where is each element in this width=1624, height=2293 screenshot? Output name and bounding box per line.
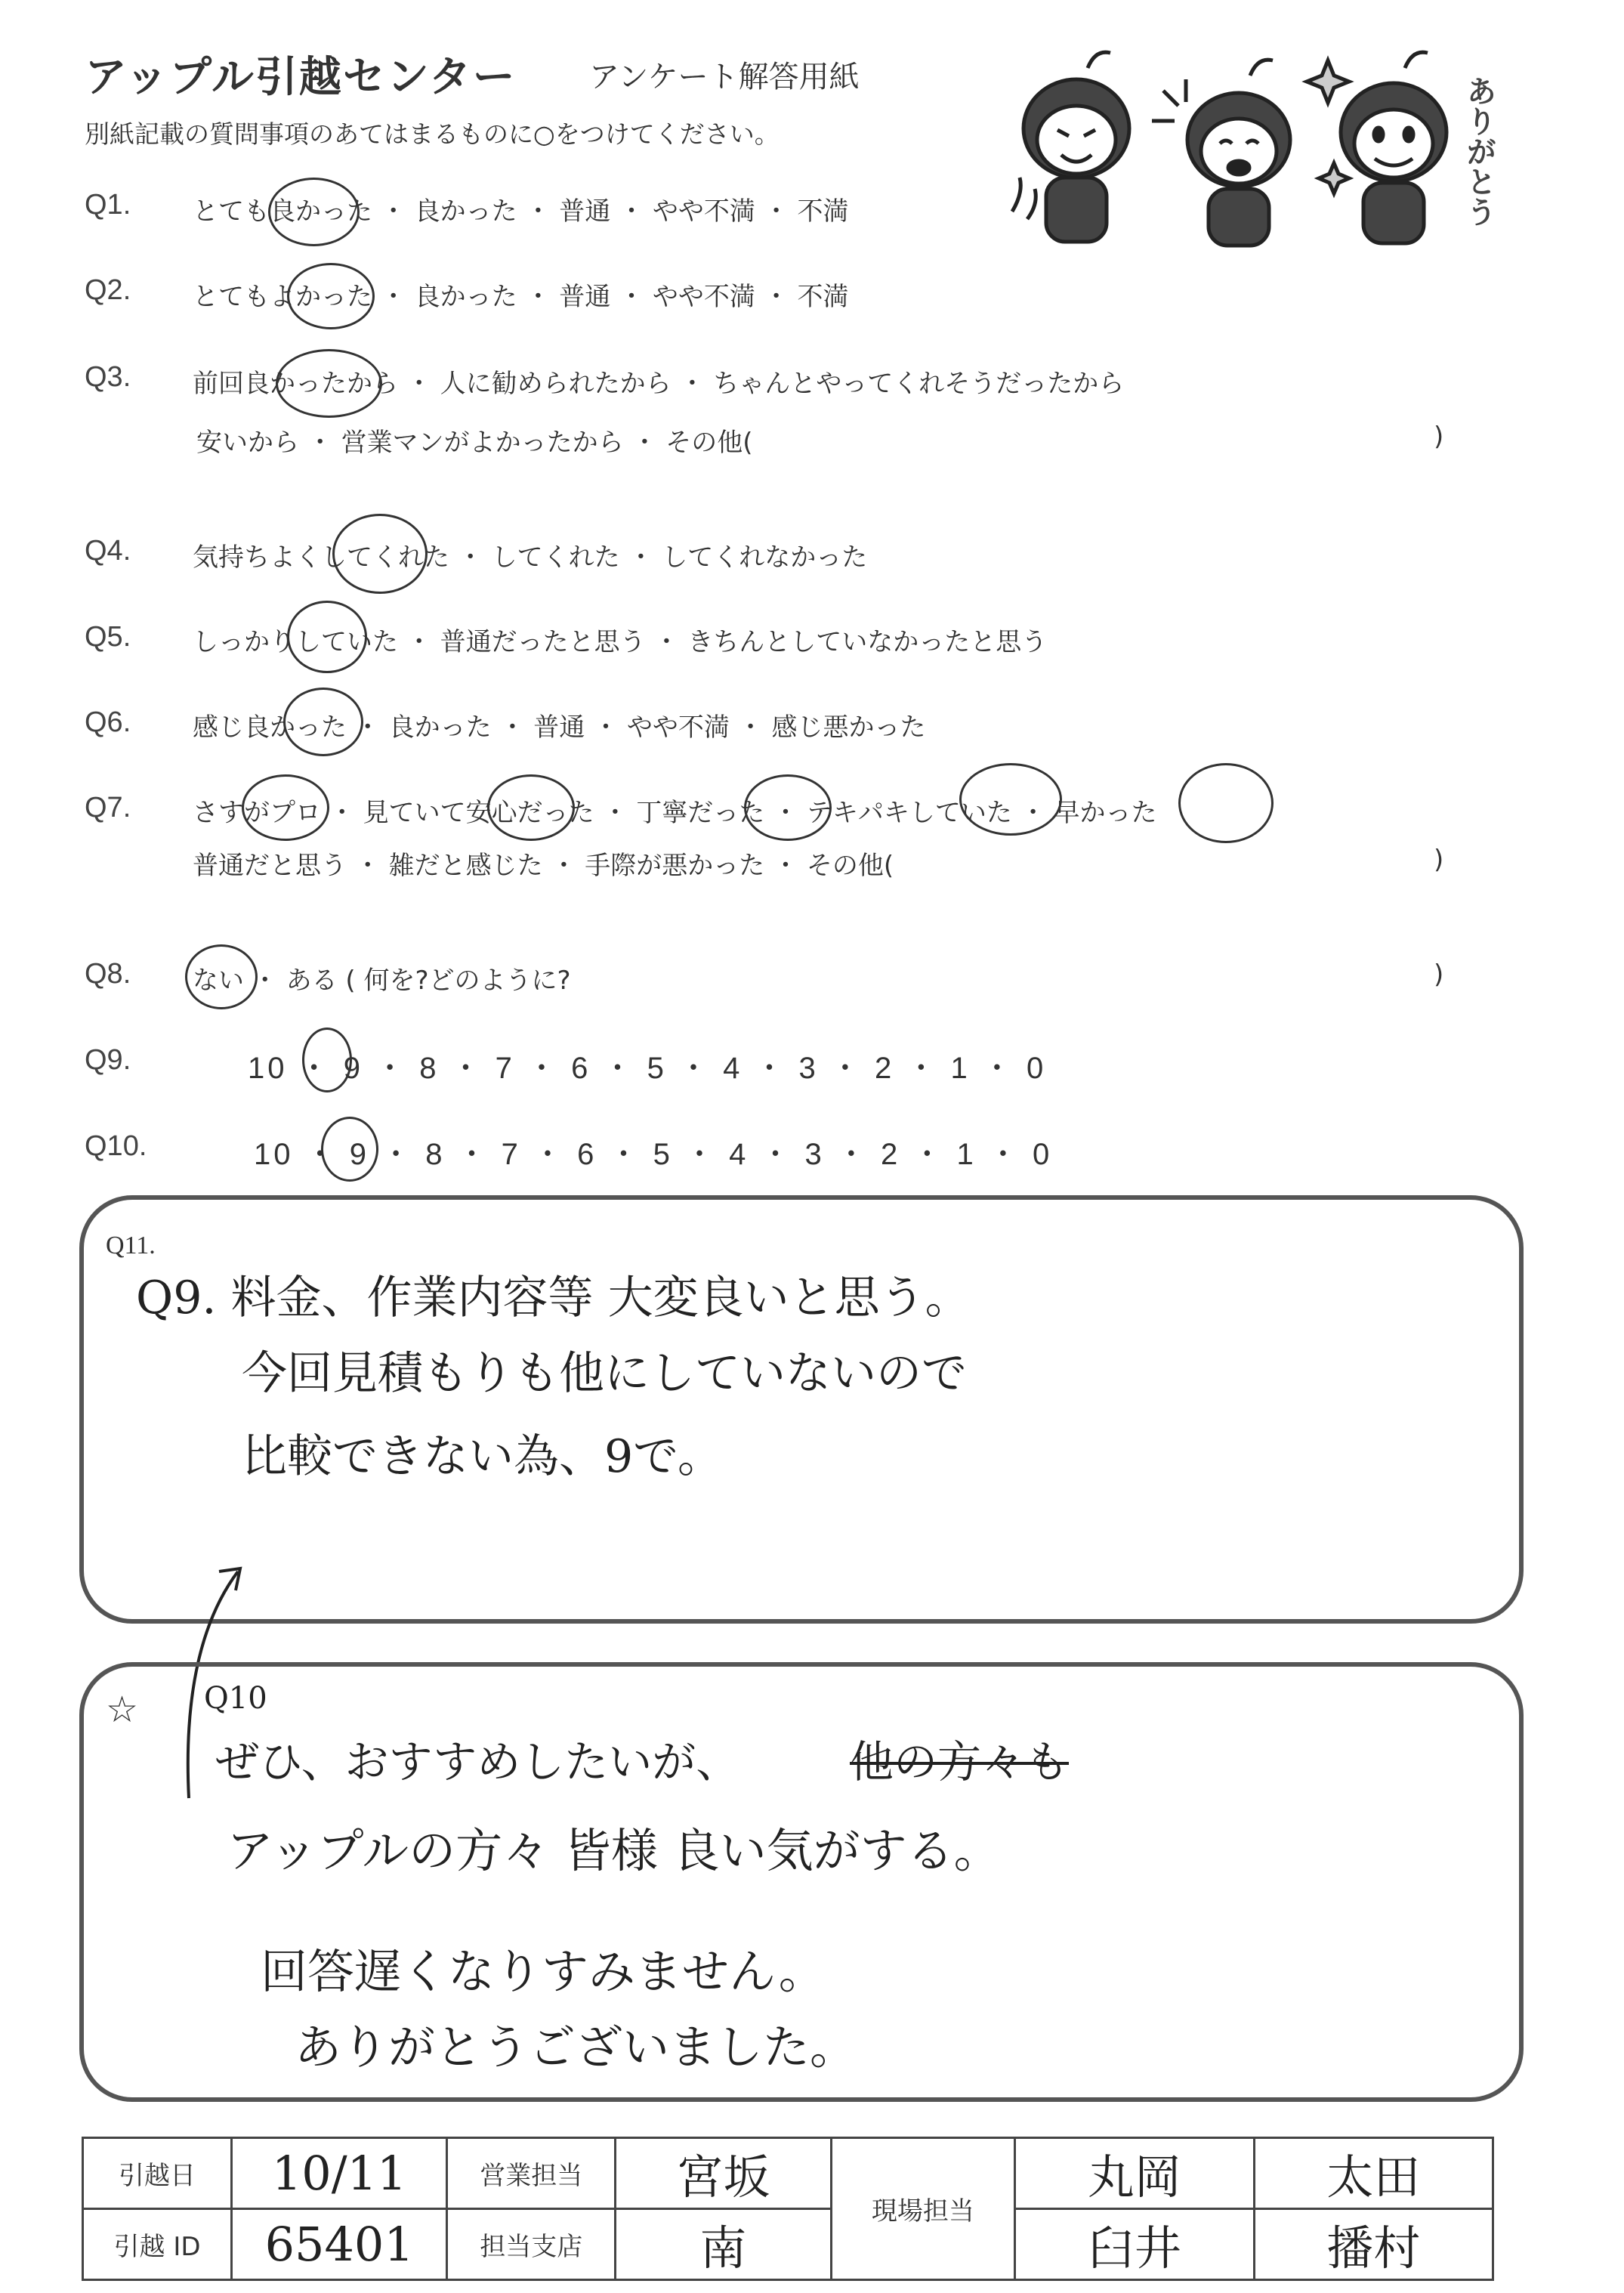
q3-options-line2: 安いから ・ 営業マンがよかったから ・ その他( bbox=[196, 428, 753, 458]
q1-label: Q1. bbox=[85, 189, 131, 221]
q11-label: Q11. bbox=[106, 1231, 156, 1259]
comment-line4: ありがとうございました。 bbox=[295, 2020, 857, 2075]
move-date-value: 10/11 bbox=[232, 2138, 447, 2209]
q11-answer-box bbox=[79, 1195, 1524, 1624]
q11-handwriting-line2: 今回見積もりも他にしていないので bbox=[242, 1347, 967, 1400]
answer-circle bbox=[283, 688, 363, 756]
answer-circle bbox=[332, 514, 428, 594]
q10-scale: 10 ・ 9 ・ 8 ・ 7 ・ 6 ・ 5 ・ 4 ・ 3 ・ 2 ・ 1 ・ 0 bbox=[254, 1138, 1053, 1171]
answer-circle bbox=[487, 774, 575, 841]
site-staff-2: 太田 bbox=[1254, 2138, 1493, 2209]
answer-circle bbox=[321, 1117, 378, 1182]
q4-label: Q4. bbox=[85, 535, 131, 567]
answer-circle bbox=[242, 774, 329, 841]
site-staff-3: 臼井 bbox=[1015, 2209, 1254, 2280]
answer-circle bbox=[287, 601, 367, 673]
branch-value: 南 bbox=[616, 2209, 831, 2280]
answer-circle bbox=[959, 763, 1062, 836]
q8-close-paren: ) bbox=[1434, 960, 1444, 990]
q7-options-line1: さすがプロ ・ 見ていて安心だった ・ 丁寧だった ・ テキパキしていた ・ 早かった bbox=[193, 798, 1157, 828]
answer-circle bbox=[744, 774, 832, 841]
answer-circle bbox=[1178, 763, 1274, 843]
footer-table bbox=[82, 2137, 1494, 2281]
q5-label: Q5. bbox=[85, 621, 131, 653]
sales-rep-label: 営業担当 bbox=[447, 2138, 616, 2209]
q10-label: Q10. bbox=[85, 1130, 147, 1162]
form-title: アンケート解答用紙 bbox=[589, 60, 860, 94]
answer-circle bbox=[185, 944, 258, 1009]
thanks-text: ありがとう bbox=[1462, 76, 1496, 227]
site-staff-1: 丸岡 bbox=[1015, 2138, 1254, 2209]
comment-struck-text: 他の方々も bbox=[850, 1736, 1070, 1788]
move-id-label: 引越 ID bbox=[83, 2209, 232, 2280]
answer-circle bbox=[268, 178, 360, 246]
star-icon: ☆ bbox=[106, 1689, 139, 1731]
move-id-value: 65401 bbox=[232, 2209, 447, 2280]
q9-scale: 10 ・ 9 ・ 8 ・ 7 ・ 6 ・ 5 ・ 4 ・ 3 ・ 2 ・ 1 ・ 0 bbox=[248, 1052, 1047, 1085]
move-date-label: 引越日 bbox=[83, 2138, 232, 2209]
answer-circle bbox=[276, 349, 382, 418]
q7-options-line2: 普通だと思う ・ 雑だと感じた ・ 手際が悪かった ・ その他( bbox=[193, 851, 894, 881]
monkey-icon bbox=[1307, 52, 1446, 243]
q4-options: 気持ちよくしてくれた ・ してくれた ・ してくれなかった bbox=[193, 542, 868, 573]
q6-label: Q6. bbox=[85, 706, 131, 738]
answer-circle bbox=[302, 1028, 352, 1092]
site-staff-label: 現場担当 bbox=[831, 2138, 1015, 2280]
sales-rep-value: 宮坂 bbox=[616, 2138, 831, 2209]
answer-circle bbox=[287, 263, 375, 329]
company-name: アップル引越センター bbox=[85, 53, 517, 102]
q7-label: Q7. bbox=[85, 792, 131, 824]
monkey-icon bbox=[1012, 52, 1129, 242]
q1-options: とても良かった ・ 良かった ・ 普通 ・ やや不満 ・ 不満 bbox=[193, 196, 849, 227]
q8-options: ない ・ ある ( 何を?どのように? bbox=[193, 966, 571, 996]
branch-label: 担当支店 bbox=[447, 2209, 616, 2280]
q3-options-line1: 前回良かったから ・ 人に勧められたから ・ ちゃんとやってくれそうだったから bbox=[193, 369, 1125, 399]
q3-label: Q3. bbox=[85, 361, 131, 393]
comment-line1: ぜひ、おすすめしたいが、 bbox=[215, 1736, 740, 1788]
q5-options: しっかりしていた ・ 普通だったと思う ・ きちんとしていなかったと思う bbox=[193, 627, 1048, 657]
q3-close-paren: ) bbox=[1434, 422, 1444, 452]
comment-line3: 回答遅くなりすみません。 bbox=[261, 1944, 826, 1999]
instruction-text: 別紙記載の質問事項のあてはまるものに○をつけてください。 bbox=[85, 119, 780, 149]
comment-line2: アップルの方々 皆様 良い気がする。 bbox=[227, 1823, 1001, 1878]
q6-options: 感じ良かった ・ 良かった ・ 普通 ・ やや不満 ・ 感じ悪かった bbox=[193, 712, 926, 743]
q7-close-paren: ) bbox=[1434, 845, 1444, 875]
comment-q10-label: Q10 bbox=[204, 1681, 267, 1716]
q11-handwriting-line3: 比較できない為、9で。 bbox=[242, 1430, 723, 1483]
q9-label: Q9. bbox=[85, 1044, 131, 1076]
mascot-illustration bbox=[1005, 45, 1518, 249]
q2-label: Q2. bbox=[85, 274, 131, 306]
q2-options: とてもよかった ・ 良かった ・ 普通 ・ やや不満 ・ 不満 bbox=[193, 282, 849, 312]
site-staff-4: 播村 bbox=[1254, 2209, 1493, 2280]
q11-handwriting-line1: Q9. 料金、作業内容等 大変良いと思う。 bbox=[136, 1272, 971, 1324]
q8-label: Q8. bbox=[85, 958, 131, 990]
monkey-icon bbox=[1152, 60, 1290, 246]
